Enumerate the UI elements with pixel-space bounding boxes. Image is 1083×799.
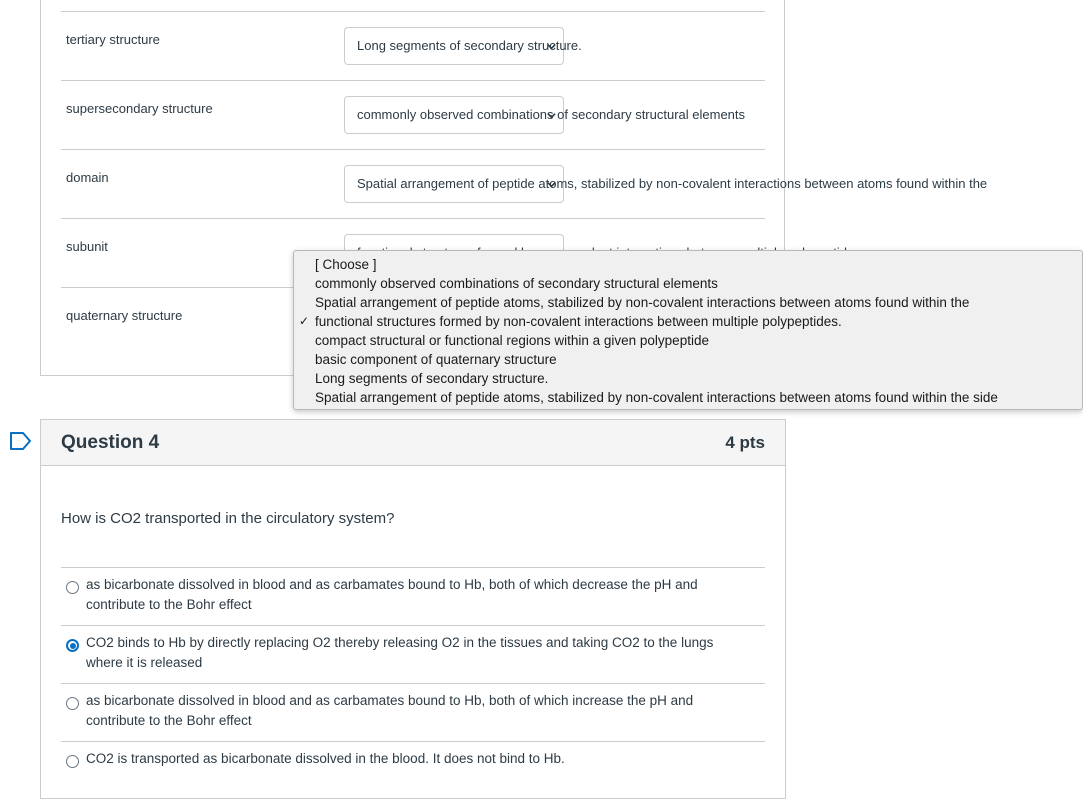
dropdown-option[interactable]: commonly observed combinations of secondary structural elements [315, 276, 718, 291]
flag-question-icon[interactable] [9, 431, 33, 451]
answer-label: as bicarbonate dissolved in blood and as carbamates bound to Hb, both of which decrease the pH and contribute to the Bohr effect [86, 577, 698, 612]
checkmark-icon: ✓ [299, 314, 310, 328]
chevron-down-icon [547, 180, 556, 189]
match-label: supersecondary structure [66, 101, 213, 116]
match-label: subunit [66, 239, 108, 254]
question-header [41, 420, 785, 466]
answer-option[interactable] [61, 741, 765, 791]
question-text: How is CO2 transported in the circulatory system? [61, 510, 395, 527]
question-4-panel [40, 419, 786, 799]
dropdown-option[interactable]: Spatial arrangement of peptide atoms, stabilized by non-covalent interactions between atoms found within the side [315, 390, 998, 405]
dropdown-option[interactable]: [ Choose ] [315, 257, 377, 272]
dropdown-option[interactable]: basic component of quaternary structure [315, 352, 557, 367]
answer-label: as bicarbonate dissolved in blood and as carbamates bound to Hb, both of which increase the pH and contribute to the Bohr effect [86, 693, 694, 728]
dropdown-option[interactable]: compact structural or functional regions within a given polypeptide [315, 333, 709, 348]
question-title: Question 4 [61, 432, 160, 453]
answer-option[interactable] [61, 683, 765, 741]
radio-dot [70, 643, 76, 649]
dropdown-option[interactable]: Spatial arrangement of peptide atoms, stabilized by non-covalent interactions between atoms found within the [315, 295, 970, 310]
match-select-supersecondary[interactable] [344, 96, 746, 134]
subunit-dropdown-list[interactable] [293, 250, 1083, 410]
chevron-down-icon [547, 111, 556, 120]
chevron-down-icon [547, 42, 556, 51]
match-label: domain [66, 170, 109, 185]
radio-button[interactable] [66, 755, 79, 768]
match-row-tertiary [61, 11, 765, 81]
match-row-supersecondary [61, 80, 765, 150]
answer-option[interactable] [61, 567, 765, 625]
dropdown-option-selected[interactable]: ✓ functional structures formed by non-covalent interactions between multiple polypeptides. [299, 314, 842, 329]
radio-button[interactable] [66, 697, 79, 710]
radio-button-checked[interactable] [66, 639, 79, 652]
match-select-tertiary[interactable] [344, 27, 582, 65]
dropdown-option[interactable]: Long segments of secondary structure. [315, 371, 549, 386]
radio-button[interactable] [66, 581, 79, 594]
select-value: Spatial arrangement of peptide atoms, stabilized by non-covalent interactions between atoms found within the [357, 176, 988, 191]
answer-label: CO2 is transported as bicarbonate dissolved in the blood. It does not bind to Hb. [86, 751, 565, 766]
match-label: quaternary structure [66, 308, 183, 323]
question-points: 4 pts [725, 433, 765, 452]
match-label: tertiary structure [66, 32, 160, 47]
answer-option-selected[interactable] [61, 625, 765, 683]
select-value: commonly observed combinations of secondary structural elements [357, 107, 746, 122]
select-value: Long segments of secondary structure. [357, 38, 582, 53]
match-select-domain[interactable] [344, 165, 988, 203]
answer-label: CO2 binds to Hb by directly replacing O2 thereby releasing O2 in the tissues and taking CO2 to the lungs where it is released [86, 635, 714, 670]
match-row-domain [61, 149, 988, 219]
